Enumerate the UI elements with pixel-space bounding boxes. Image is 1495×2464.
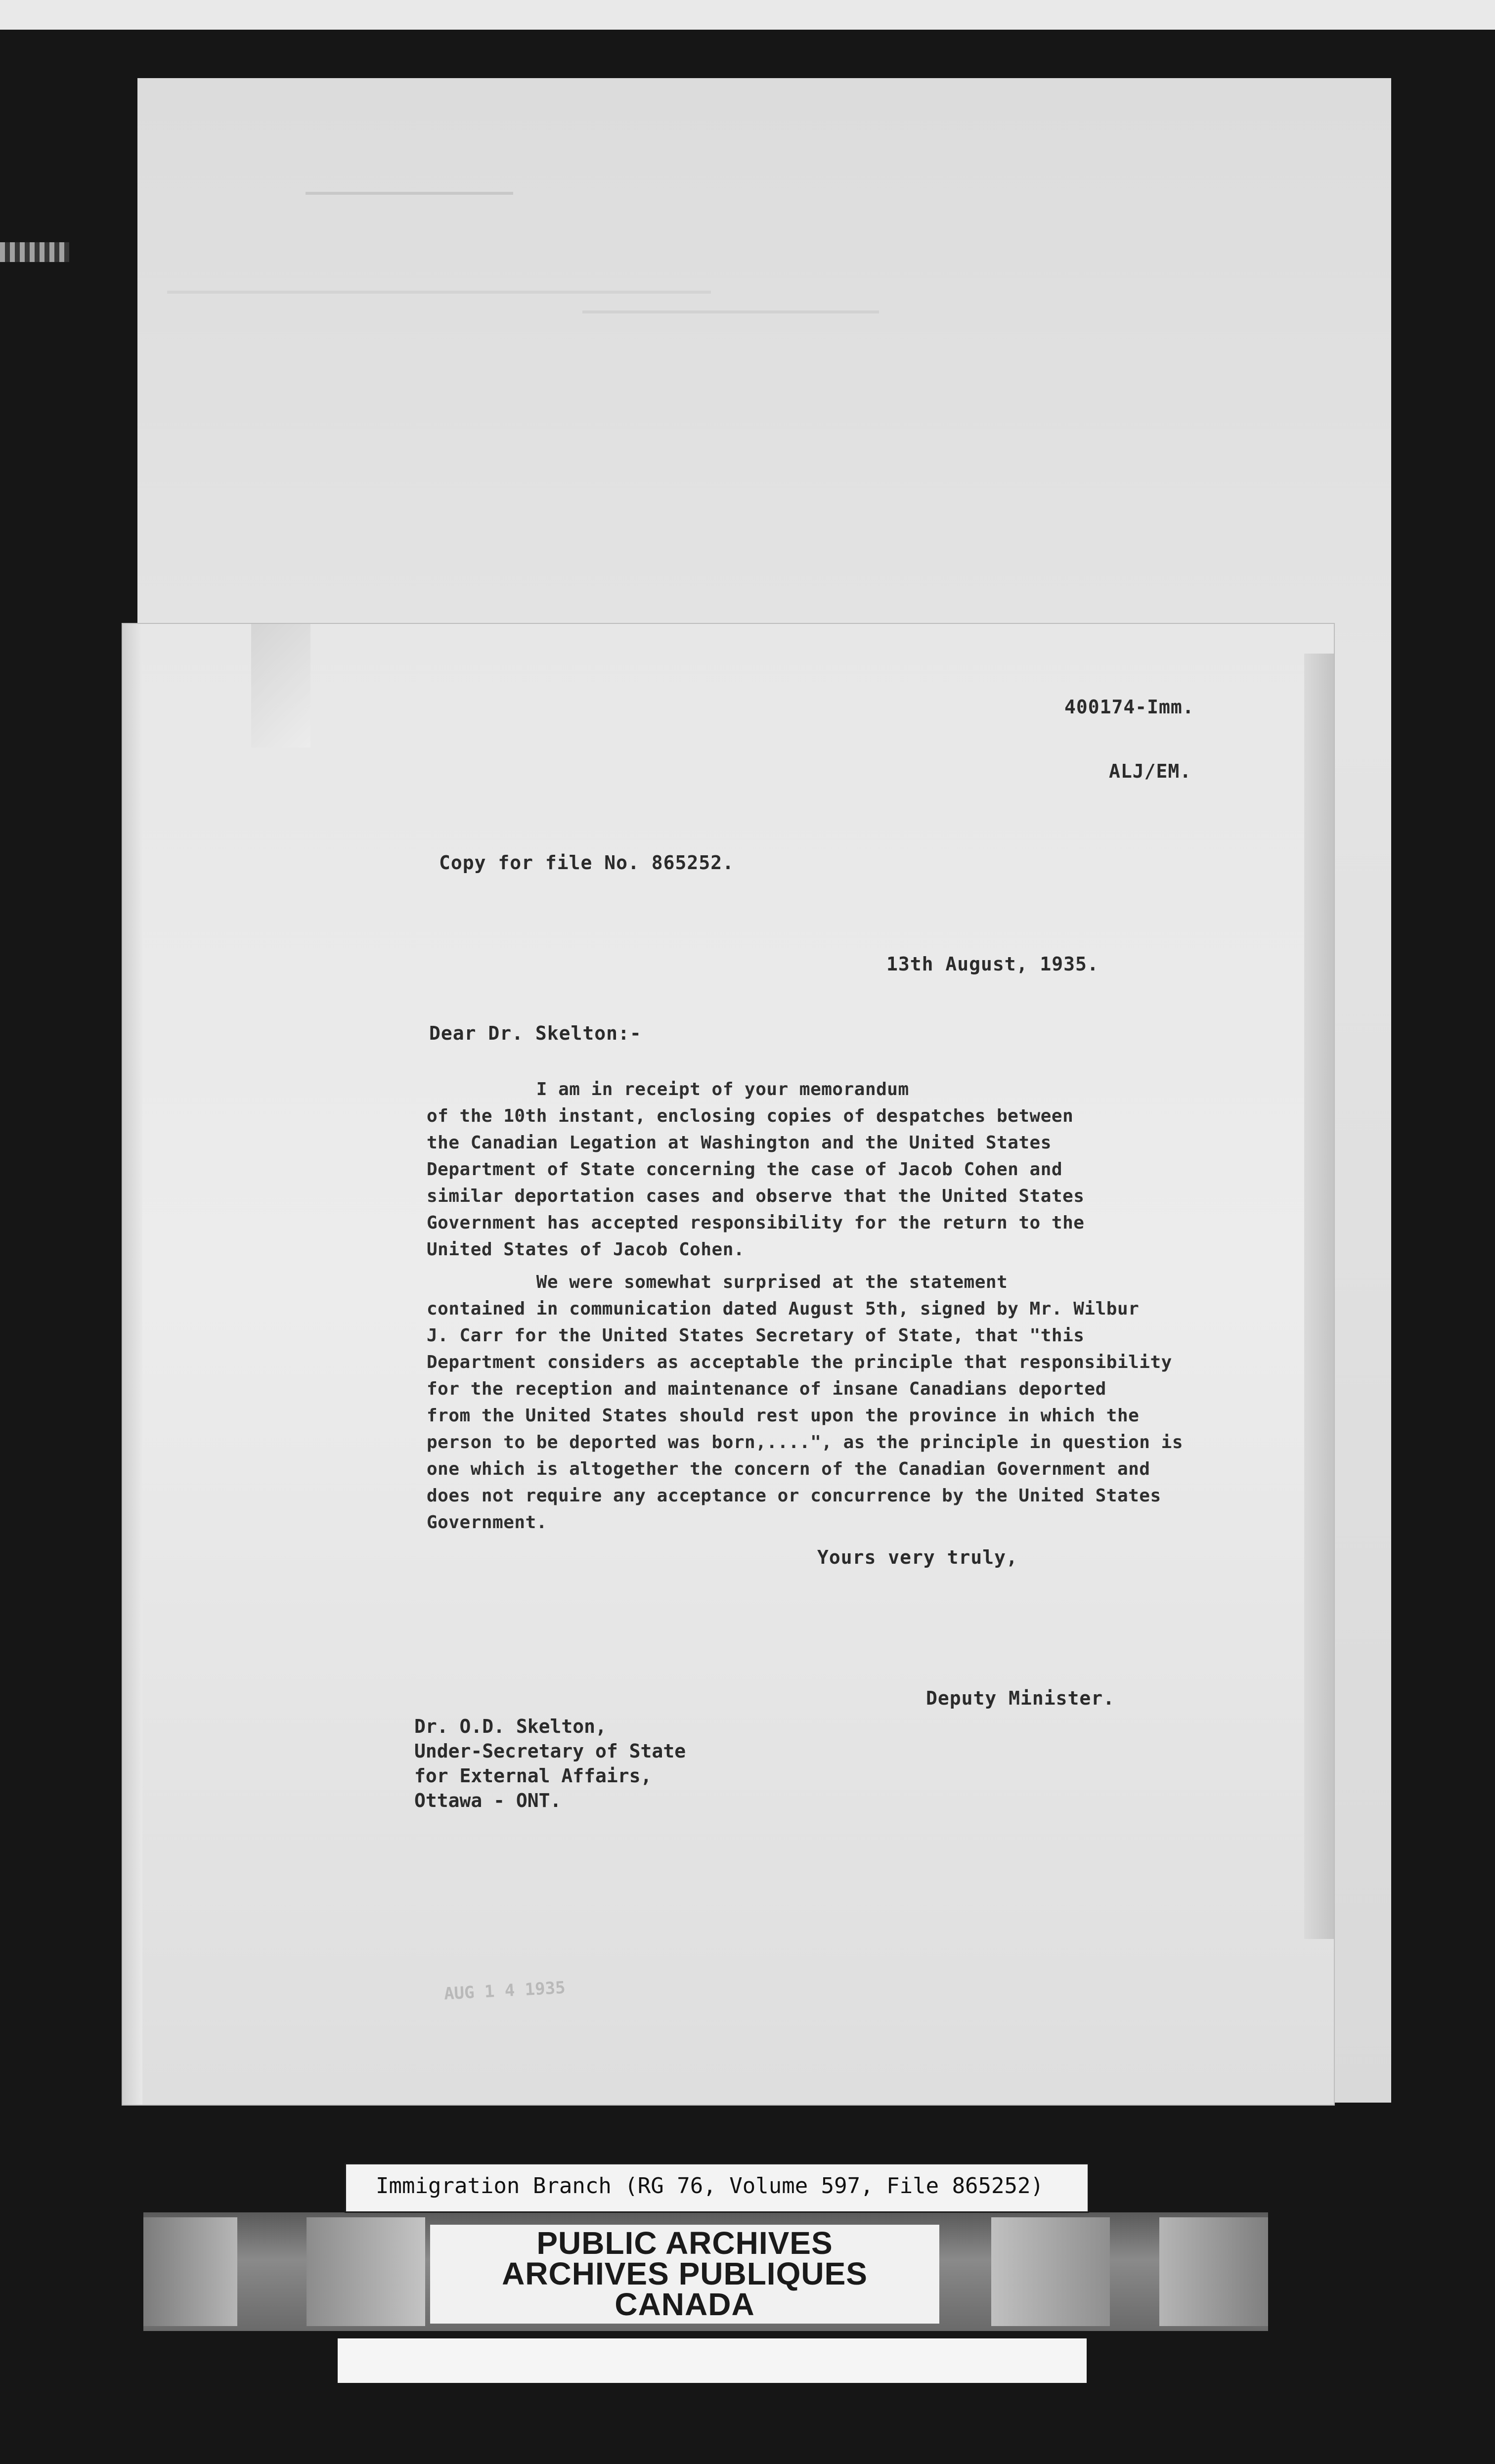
paragraph-line: person to be deported was born,....", as the principle in question is [427, 1432, 1183, 1452]
addressee-line: Ottawa - ONT. [414, 1790, 562, 1811]
file-reference: 400174-Imm. [1064, 696, 1194, 718]
paragraph-line: from the United States should rest upon the province in which the [427, 1406, 1140, 1426]
typist-initials: ALJ/EM. [1109, 760, 1192, 782]
archive-label [430, 2225, 939, 2324]
film-top-edge [0, 0, 1495, 30]
paragraph-line: Department considers as acceptable the principle that responsibility [427, 1352, 1172, 1372]
letter-page [123, 624, 1334, 2105]
paragraph-line: Department of State concerning the case of Jacob Cohen and [427, 1159, 1063, 1180]
paragraph-line: of the 10th instant, enclosing copies of despatches between [427, 1106, 1074, 1126]
faint-mark [582, 310, 879, 313]
paragraph-line: does not require any acceptance or concurrence by the United States [427, 1486, 1161, 1506]
addressee-line: Under-Secretary of State [414, 1740, 686, 1762]
archive-label-line: ARCHIVES PUBLIQUES [502, 2256, 868, 2291]
addressee-line: Dr. O.D. Skelton, [414, 1716, 607, 1737]
film-bottom-strip [338, 2338, 1087, 2383]
film-block [307, 2217, 425, 2326]
film-block [1159, 2217, 1268, 2326]
body-paragraph-2 [427, 1269, 1183, 1536]
paragraph-line: United States of Jacob Cohen. [427, 1239, 745, 1260]
salutation: Dear Dr. Skelton:- [429, 1022, 642, 1044]
film-block [991, 2217, 1110, 2326]
addressee-block [414, 1714, 686, 1813]
body-paragraph-1 [427, 1076, 1084, 1263]
paragraph-line: We were somewhat surprised at the statement [427, 1272, 1008, 1292]
archive-label-line: PUBLIC ARCHIVES [536, 2225, 833, 2261]
paragraph-line: the Canadian Legation at Washington and the United States [427, 1133, 1052, 1153]
page-fold [123, 624, 142, 2105]
faint-mark [306, 192, 513, 195]
page-edge [1304, 654, 1334, 1939]
collection-caption: Immigration Branch (RG 76, Volume 597, File 865252) [376, 2173, 1044, 2199]
paragraph-line: I am in receipt of your memorandum [427, 1079, 909, 1100]
archive-label-line: CANADA [615, 2287, 755, 2322]
copy-for-file: Copy for file No. 865252. [439, 852, 734, 874]
paragraph-line: Government has accepted responsibility for the return to the [427, 1213, 1085, 1233]
paragraph-line: for the reception and maintenance of insane Canadians deported [427, 1379, 1106, 1399]
closing: Yours very truly, [817, 1546, 1018, 1568]
film-block [143, 2217, 237, 2326]
page-crease [251, 624, 310, 748]
paragraph-line: J. Carr for the United States Secretary of State, that "this [427, 1325, 1085, 1346]
addressee-line: for External Affairs, [414, 1765, 652, 1787]
letter-date: 13th August, 1935. [886, 953, 1099, 975]
paragraph-line: Government. [427, 1512, 547, 1533]
faint-mark [167, 291, 711, 294]
paragraph-line: similar deportation cases and observe that the United States [427, 1186, 1085, 1206]
signature-title: Deputy Minister. [926, 1687, 1115, 1709]
paragraph-line: one which is altogether the concern of the Canadian Government and [427, 1459, 1150, 1479]
paragraph-line: contained in communication dated August 5th, signed by Mr. Wilbur [427, 1299, 1140, 1319]
caption-bar [345, 2163, 1089, 2213]
film-edge-mark [0, 242, 69, 262]
received-stamp: AUG 1 4 1935 [443, 1978, 566, 2004]
